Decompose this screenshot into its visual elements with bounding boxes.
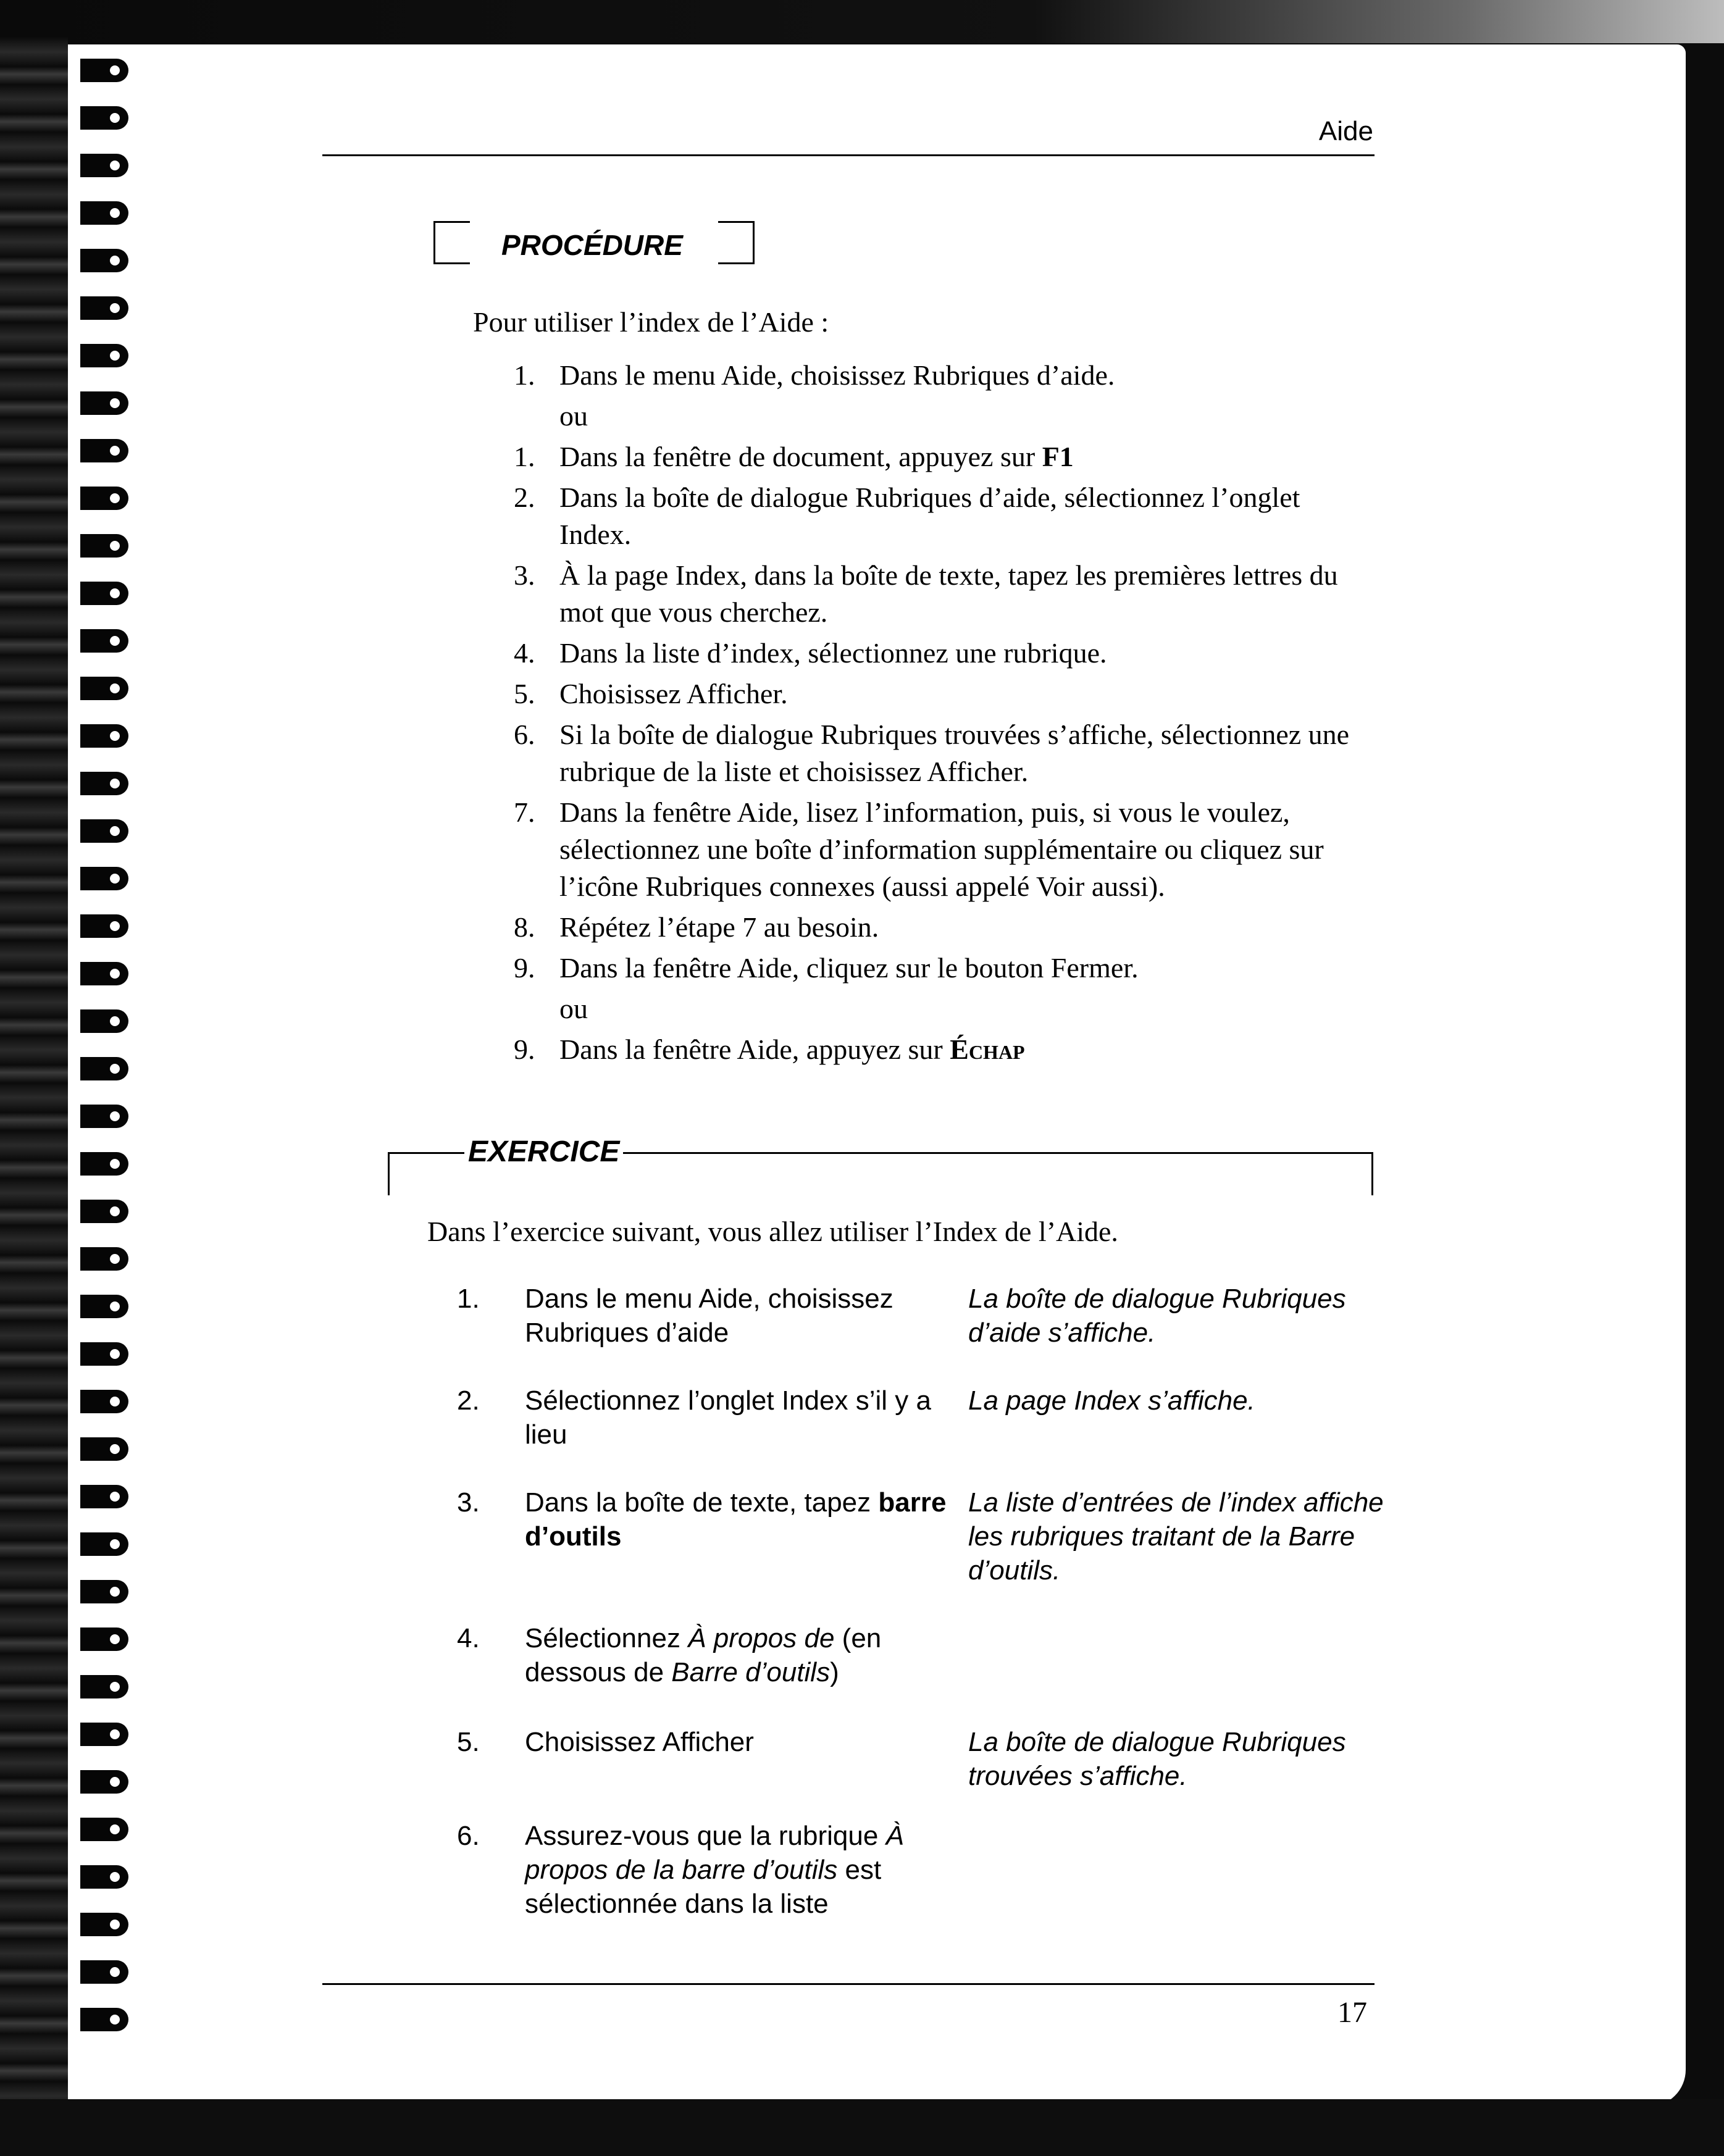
spiral-ring bbox=[80, 1818, 128, 1841]
spiral-ring bbox=[80, 1485, 128, 1508]
spiral-ring bbox=[80, 296, 128, 320]
spiral-ring bbox=[80, 1057, 128, 1080]
procedure-or: ou bbox=[559, 400, 588, 432]
spiral-ring bbox=[80, 772, 128, 795]
exercise-heading: EXERCICE bbox=[464, 1135, 623, 1169]
spiral-ring bbox=[80, 1627, 128, 1651]
spiral-ring bbox=[80, 201, 128, 225]
procedure-step: 3. À la page Index, dans la boîte de texte, tapez les premières lettres du mot que vous cherchez. bbox=[514, 559, 1338, 628]
spiral-ring bbox=[80, 439, 128, 462]
spiral-ring bbox=[80, 1152, 128, 1176]
spiral-ring bbox=[80, 914, 128, 938]
spiral-ring bbox=[80, 1723, 128, 1746]
exercise-action: Assurez-vous que la rubrique À propos de la barre d’outils est sélectionnée dans la liste bbox=[525, 1821, 904, 1919]
exercise-action: Dans la boîte de texte, tapez barre d’outils bbox=[525, 1487, 947, 1552]
header-rule bbox=[322, 154, 1375, 156]
procedure-steps bbox=[514, 357, 1378, 1072]
procedure-step: 1. Dans la fenêtre de document, appuyez sur F1 bbox=[514, 441, 1074, 472]
spiral-ring bbox=[80, 1437, 128, 1461]
procedure-step: 5. Choisissez Afficher. bbox=[514, 678, 788, 709]
spiral-ring bbox=[80, 1770, 128, 1794]
spiral-ring bbox=[80, 1580, 128, 1603]
spiral-ring bbox=[80, 1675, 128, 1698]
exercise-intro: Dans l’exercice suivant, vous allez utiliser l’Index de l’Aide. bbox=[427, 1216, 1118, 1247]
procedure-step: 9. Dans la fenêtre Aide, cliquez sur le bouton Fermer. bbox=[514, 952, 1139, 984]
spiral-ring bbox=[80, 1009, 128, 1033]
exercise-result: La liste d’entrées de l’index affiche les rubriques traitant de la Barre d’outils. bbox=[968, 1487, 1384, 1586]
exercise-result: La boîte de dialogue Rubriques trouvées s’affiche. bbox=[968, 1727, 1346, 1791]
exercise-heading-frame bbox=[388, 1135, 1373, 1195]
key-echap: Échap bbox=[950, 1034, 1025, 1065]
spiral-ring bbox=[80, 724, 128, 748]
spiral-ring bbox=[80, 1532, 128, 1556]
document-page bbox=[68, 44, 1686, 2107]
spiral-binding bbox=[0, 37, 68, 2099]
spiral-ring bbox=[80, 1200, 128, 1223]
scan-border-top bbox=[0, 0, 1724, 43]
spiral-ring bbox=[80, 154, 128, 177]
procedure-intro: Pour utiliser l’index de l’Aide : bbox=[473, 306, 829, 338]
spiral-ring bbox=[80, 249, 128, 272]
exercise-result: La boîte de dialogue Rubriques d’aide s’affiche. bbox=[968, 1284, 1346, 1348]
key-f1: F1 bbox=[1042, 441, 1074, 472]
spiral-ring bbox=[80, 867, 128, 890]
exercise-action: Sélectionnez À propos de (en dessous de Barre d’outils) bbox=[525, 1623, 882, 1687]
spiral-ring bbox=[80, 962, 128, 985]
footer-rule bbox=[322, 1983, 1375, 1985]
procedure-step: 7. Dans la fenêtre Aide, lisez l’information, puis, si vous le voulez, sélectionnez une boîte d’information supplémentaire ou cliquez sur l’icône Rubriques connexes (aussi appelé Voir aussi). bbox=[514, 796, 1324, 902]
spiral-ring bbox=[80, 391, 128, 415]
spiral-ring bbox=[80, 1960, 128, 1984]
spiral-ring bbox=[80, 59, 128, 82]
spiral-ring bbox=[80, 1342, 128, 1366]
running-header: Aide bbox=[1318, 116, 1373, 146]
scan-border-bottom bbox=[0, 2099, 1724, 2156]
spiral-ring bbox=[80, 1295, 128, 1318]
spiral-ring bbox=[80, 677, 128, 700]
spiral-ring bbox=[80, 629, 128, 653]
procedure-or: ou bbox=[559, 993, 588, 1024]
spiral-ring bbox=[80, 106, 128, 130]
procedure-step: 8. Répétez l’étape 7 au besoin. bbox=[514, 911, 879, 943]
spiral-ring bbox=[80, 1105, 128, 1128]
procedure-step: 9. Dans la fenêtre Aide, appuyez sur Échap bbox=[514, 1034, 1025, 1065]
spiral-rings bbox=[74, 59, 136, 2071]
exercise-action: Sélectionnez l’onglet Index s’il y a lieu bbox=[525, 1385, 931, 1450]
spiral-ring bbox=[80, 819, 128, 843]
spiral-ring bbox=[80, 344, 128, 367]
procedure-step: 6. Si la boîte de dialogue Rubriques trouvées s’affiche, sélectionnez une rubrique de la liste et choisissez Afficher. bbox=[514, 719, 1350, 787]
procedure-step: 1. Dans le menu Aide, choisissez Rubriques d’aide. bbox=[514, 359, 1115, 391]
procedure-step: 2. Dans la boîte de dialogue Rubriques d’aide, sélectionnez l’onglet Index. bbox=[514, 482, 1300, 550]
spiral-ring bbox=[80, 534, 128, 558]
exercise-action: Dans le menu Aide, choisissez Rubriques d’aide bbox=[525, 1284, 893, 1348]
spiral-ring bbox=[80, 1390, 128, 1413]
spiral-ring bbox=[80, 582, 128, 605]
spiral-ring bbox=[80, 1865, 128, 1889]
procedure-heading: PROCÉDURE bbox=[501, 229, 683, 261]
procedure-heading-box bbox=[433, 221, 755, 262]
spiral-ring bbox=[80, 2008, 128, 2031]
exercise-action: Choisissez Afficher bbox=[525, 1727, 754, 1757]
exercise-result: La page Index s’affiche. bbox=[968, 1385, 1255, 1416]
spiral-ring bbox=[80, 1247, 128, 1271]
procedure-step: 4. Dans la liste d’index, sélectionnez une rubrique. bbox=[514, 637, 1107, 669]
spiral-ring bbox=[80, 487, 128, 510]
spiral-ring bbox=[80, 1913, 128, 1936]
page-number: 17 bbox=[1337, 1996, 1367, 2029]
